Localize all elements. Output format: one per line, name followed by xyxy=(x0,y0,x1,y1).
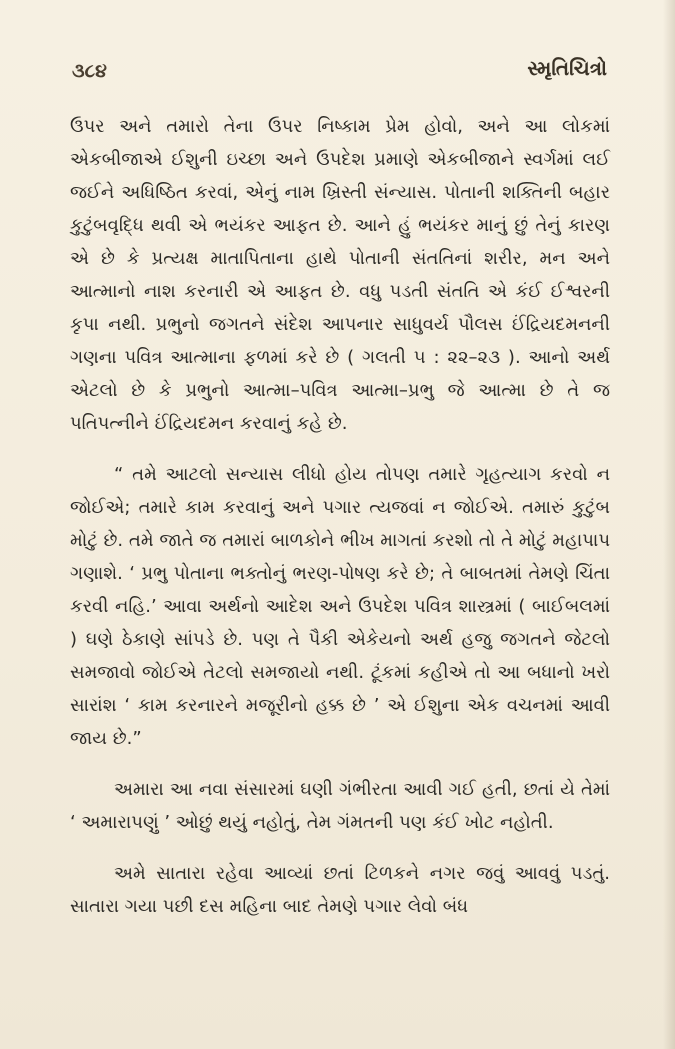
paragraph-4: અમે સાતારા રહેવા આવ્યાં છતાં ટિળકને નગર જવું આવવું પડતું. સાતારા ગયા પછી દસ મહિના બાદ તેમણે પગાર લેવો બંધ xyxy=(70,863,610,917)
body-text xyxy=(70,110,610,941)
page-number: ૩૮૪ xyxy=(72,60,107,82)
paragraph-1: ઉપર અને તમારો તેના ઉપર નિષ્કામ પ્રેમ હોવો, અને આ લોકમાં એકબીજાએ ઈશુની ઇચ્છા અને ઉપદેશ પ્રમાણે એકબીજાને સ્વર્ગમાં લઈ જઈને અધિષ્ઠિત કરવાં, એનું નામ ખ્રિસ્તી સંન્યાસ. પોતાની શક્તિની બહાર કુટુંબવૃદ્ધિ થવી એ ભયંકર આફત છે. આને હું ભયંકર માનું છું તેનું કારણ એ છે કે પ્રત્યક્ષ માતાપિતાના હાથે પોતાની સંતતિનાં શરીર, મન અને આત્માનો નાશ કરનારી એ આફત છે. વધુ પડતી સંતતિ એ કંઈ ઈશ્વરની કૃપા નથી. પ્રભુનો જગતને સંદેશ આપનાર સાધુવર્ય પૌલસ ઈંદ્રિયદમનની ગણના પવિત્ર આત્માના ફળમાં કરે છે ( ગલતી ૫ : ૨૨–૨૩ ). આનો અર્થ એટલો છે કે પ્રભુનો આત્મા–પવિત્ર આત્મા–પ્રભુ જે આત્મા છે તે જ પતિપત્નીને ઈંદ્રિયદમન કરવાનું કહે છે. xyxy=(70,116,610,434)
page-binding-shadow xyxy=(663,0,675,1049)
running-title: સ્મૃતિચિત્રો xyxy=(527,56,607,80)
paragraph-2: “ તમે આટલો સન્યાસ લીધો હોય તોપણ તમારે ગૃહત્યાગ કરવો ન જોઈએ; તમારે કામ કરવાનું અને પગાર ત્યજવાં ન જોઈએ. તમારું કુટુંબ મોટું છે. તમે જાતે જ તમારાં બાળકોને ભીખ માગતાં કરશો તો તે મોટું મહાપાપ ગણાશે. ‘ પ્રભુ પોતાના ભક્તોનું ભરણ-પોષણ કરે છે; તે બાબતમાં તેમણે ચિંતા કરવી નહિ.’ આવા અર્થનો આદેશ અને ઉપદેશ પવિત્ર શાસ્ત્રમાં ( બાઈબલમાં ) ઘણે ઠેકાણે સાંપડે છે. પણ તે પૈકી એકેયનો અર્થ હજુ જગતને જેટલો સમજાવો જોઈએ તેટલો સમજાયો નથી. ટૂંકમાં કહીએ તો આ બધાનો ખરો સારાંશ ‘ કામ કરનારને મજૂરીનો હક્ક છે ’ એ ઈશુના એક વચનમાં આવી જાય છે.” xyxy=(70,464,610,749)
paragraph-3: અમારા આ નવા સંસારમાં ઘણી ગંભીરતા આવી ગઈ હતી, છતાં યે તેમાં ‘ અમારાપણું ’ ઓછું થયું નહોતું, તેમ ગંમતની પણ કંઈ ખોટ નહોતી. xyxy=(70,779,610,833)
